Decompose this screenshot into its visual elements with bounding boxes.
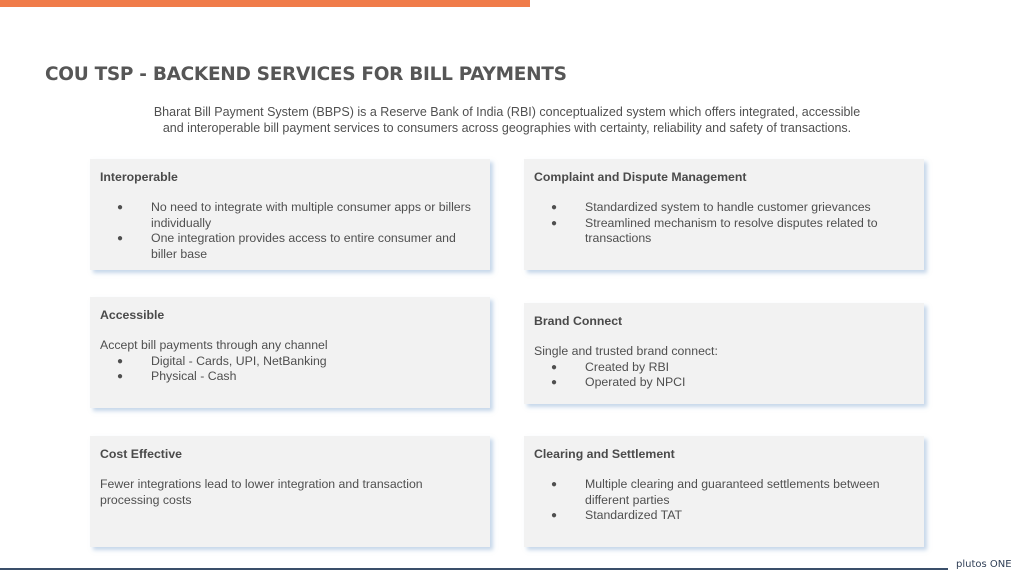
card-brand-connect [524, 303, 924, 404]
list-item-text: Streamlined mechanism to resolve disputes related to transactions [585, 215, 878, 245]
card-cost-effective [90, 436, 490, 547]
list-item-text: Standardized system to handle customer grievances [585, 200, 871, 214]
bullet-icon: ● [551, 361, 558, 373]
list-item [100, 354, 480, 370]
card-clearing-settlement [524, 436, 924, 547]
card-interoperable [90, 159, 490, 270]
card-text: Accept bill payments through any channel [100, 338, 328, 352]
card-complaint-dispute [524, 159, 924, 270]
intro-line-2: and interoperable bill payment services to consumers across geographies with certainty, reliability and safety of transactions. [162, 121, 852, 135]
intro-paragraph [120, 104, 894, 136]
list-item-text: Physical - Cash [151, 369, 237, 383]
card-text: Fewer integrations lead to lower integration and transaction processing costs [100, 477, 423, 507]
list-item [534, 508, 914, 524]
list-item-text: Created by RBI [585, 359, 670, 374]
list-item [100, 231, 480, 262]
list-item-text: No need to integrate with multiple consumer apps or billers individually [151, 200, 471, 230]
bullet-list [100, 354, 480, 385]
list-item [534, 216, 914, 247]
brand-logo: plutos ONE [956, 559, 1012, 570]
card-title: Brand Connect [534, 314, 623, 328]
bullet-list [534, 477, 914, 524]
card-title: Complaint and Dispute Management [534, 170, 747, 184]
list-item-text: Multiple clearing and guaranteed settlements between different parties [585, 477, 880, 507]
list-item-text: Standardized TAT [585, 508, 683, 522]
page-title: COU TSP - BACKEND SERVICES FOR BILL PAYMENTS [45, 64, 567, 85]
card-accessible [90, 297, 490, 408]
list-item [100, 369, 480, 385]
card-text: Single and trusted brand connect: [534, 344, 718, 358]
card-title: Interoperable [100, 170, 178, 184]
list-item [534, 375, 914, 391]
card-title: Clearing and Settlement [534, 447, 675, 461]
bullet-list [534, 200, 914, 247]
list-item [534, 360, 914, 376]
list-item [534, 200, 914, 216]
list-item-text: Digital - Cards, UPI, NetBanking [151, 353, 327, 368]
bullet-icon: ● [117, 202, 124, 213]
list-item-text: Operated by NPCI [585, 375, 686, 389]
bullet-icon: ● [117, 371, 124, 382]
card-title: Accessible [100, 308, 165, 322]
bullet-icon: ● [551, 510, 558, 521]
bullet-icon: ● [551, 479, 558, 490]
list-item-text: One integration provides access to entire consumer and biller base [151, 231, 456, 261]
footer-divider [0, 568, 948, 570]
bullet-list [534, 360, 914, 391]
list-item [534, 477, 914, 508]
bullet-icon: ● [551, 217, 558, 229]
card-title: Cost Effective [100, 447, 183, 461]
bullet-icon: ● [117, 233, 124, 244]
intro-line-1: Bharat Bill Payment System (BBPS) is a Reserve Bank of India (RBI) conceptualized system which offers integrated, accessible [153, 105, 861, 119]
bullet-icon: ● [551, 202, 558, 213]
bullet-icon: ● [551, 377, 558, 388]
list-item [100, 200, 480, 231]
bullet-list [100, 200, 480, 262]
bullet-icon: ● [117, 355, 124, 367]
accent-top-bar [0, 0, 530, 7]
